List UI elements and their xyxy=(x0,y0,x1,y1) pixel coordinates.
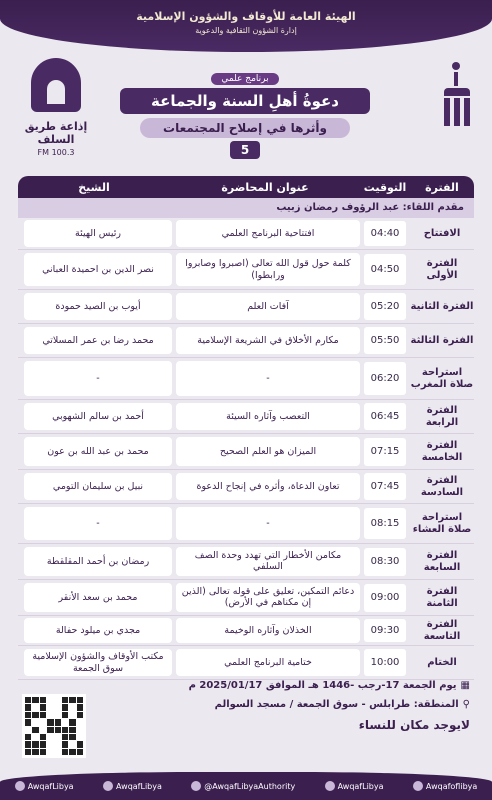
row-time: 10:00 xyxy=(364,649,406,675)
row-sheikh: رمضان بن أحمد المقلقطة xyxy=(24,547,172,576)
row-title: مكارم الأخلاق في الشريعة الإسلامية xyxy=(176,327,360,355)
table-row xyxy=(18,324,474,358)
row-sheikh: نصر الدين بن احميدة العباني xyxy=(24,253,172,286)
date-line xyxy=(100,680,470,691)
row-title: الميزان هو العلم الصحيح xyxy=(176,437,360,466)
location-pin-icon: ⚲ xyxy=(462,699,470,710)
social-icon xyxy=(325,781,335,791)
schedule-table xyxy=(18,176,474,680)
row-period: الفترة الثامنة xyxy=(426,585,458,609)
row-period: الفترة التاسعة xyxy=(423,618,461,642)
row-period: الفترة السادسة xyxy=(420,474,464,498)
table-row xyxy=(18,544,474,580)
row-time: 07:15 xyxy=(364,438,406,466)
social-link[interactable] xyxy=(413,781,477,791)
row-sheikh: محمد رضا بن عمر المسلاتي xyxy=(24,327,172,355)
table-row xyxy=(18,470,474,504)
row-time: 09:30 xyxy=(364,619,406,642)
program-badge: برنامج علمي xyxy=(211,73,278,85)
header xyxy=(0,0,492,52)
row-title: مكامن الأخطار التي تهدد وحدة الصف السلفي xyxy=(176,547,360,576)
awqaf-logo-icon xyxy=(440,62,474,128)
row-sheikh: أحمد بن سالم الشهوبي xyxy=(24,403,172,431)
row-sheikh: - xyxy=(24,507,172,540)
edition-number: 5 xyxy=(230,141,260,159)
table-row xyxy=(18,218,474,250)
row-title: دعائم التمكين، تعليق على قوله تعالى (الذين إن مكناهم في الأرض) xyxy=(176,583,360,612)
row-title: الخذلان وآثاره الوخيمة xyxy=(176,618,360,642)
social-icon xyxy=(191,781,201,791)
location-text: المنطقة: طرابلس - سوق الجمعة / مسجد السوالم xyxy=(214,699,459,710)
program-title-block xyxy=(120,66,370,159)
row-sheikh: مكتب الأوقاف والشؤون الإسلامية سوق الجمعة xyxy=(24,649,172,677)
row-period: استراحة صلاة العشاء xyxy=(412,511,472,535)
row-title: افتتاحية البرنامج العلمي xyxy=(176,220,360,246)
social-handle: Awqafoflibya xyxy=(425,781,478,791)
row-time: 07:45 xyxy=(364,473,406,499)
row-title: التعصب وآثاره السيئة xyxy=(176,403,360,431)
social-icon xyxy=(103,781,113,791)
row-time: 08:15 xyxy=(364,508,406,539)
row-period: الفترة الرابعة xyxy=(425,404,459,428)
program-title: دعوةُ أهلِ السنة والجماعة xyxy=(120,88,370,114)
row-period: الفترة الأولى xyxy=(426,257,458,281)
row-time: 08:30 xyxy=(364,548,406,576)
row-title: آفات العلم xyxy=(176,293,360,321)
row-time: 05:50 xyxy=(364,327,406,353)
table-row xyxy=(18,250,474,290)
row-sheikh: أيوب بن الصيد حمودة xyxy=(24,293,172,321)
row-sheikh: رئيس الهيئة xyxy=(24,220,172,246)
table-row xyxy=(18,504,474,544)
row-sheikh: محمد بن عبد الله بن عون xyxy=(24,437,172,466)
table-row xyxy=(18,400,474,434)
table-row xyxy=(18,616,474,646)
social-bar xyxy=(0,772,492,800)
row-period: استراحة صلاة المغرب xyxy=(410,366,474,390)
row-period: الفترة السابعة xyxy=(423,549,461,573)
row-sheikh: مجدي بن ميلود حفالة xyxy=(24,618,172,642)
table-row xyxy=(18,434,474,470)
header-sheikh: الشيخ xyxy=(78,180,110,194)
row-time: 05:20 xyxy=(364,293,406,319)
social-link[interactable] xyxy=(191,781,295,791)
dome-icon xyxy=(31,58,81,112)
row-period: الفترة الخامسة xyxy=(421,439,463,463)
row-period: الفترة الثالثة xyxy=(410,334,474,346)
row-period: الفترة الثانية xyxy=(410,300,474,312)
row-sheikh: محمد بن سعد الأنقر xyxy=(24,583,172,612)
social-handle: AwqafLibya xyxy=(337,781,384,791)
social-link[interactable] xyxy=(15,781,74,791)
table-row xyxy=(18,290,474,324)
social-handle: @AwqafLibyaAuthority xyxy=(204,781,296,791)
date-text: يوم الجمعة 17-رجب -1446 هـ الموافق 2025/01/17 م xyxy=(188,680,457,691)
row-title: تعاون الدعاة، وأثره في إنجاح الدعوة xyxy=(176,473,360,501)
social-icon xyxy=(15,781,25,791)
dept-name: إدارة الشؤون الثقافية والدعوية xyxy=(195,26,297,35)
header-time: التوقيت xyxy=(363,180,407,194)
header-period: الفترة xyxy=(425,180,459,194)
radio-name: إذاعة طريق السلف xyxy=(24,120,88,146)
social-link[interactable] xyxy=(103,781,162,791)
table-row xyxy=(18,646,474,680)
social-link[interactable] xyxy=(325,781,384,791)
row-time: 06:20 xyxy=(364,362,406,395)
header-title: عنوان المحاضرة xyxy=(221,180,309,194)
radio-freq: FM 100.3 xyxy=(37,148,75,157)
program-subtitle: وأثرها في إصلاح المجتمعات xyxy=(140,118,350,138)
row-time: 04:50 xyxy=(364,254,406,285)
row-sheikh: - xyxy=(24,361,172,395)
women-note: لايوجد مكان للنساء xyxy=(358,718,470,732)
qr-code[interactable] xyxy=(22,694,86,758)
row-period: الختام xyxy=(427,656,457,668)
social-handle: AwqafLibya xyxy=(27,781,74,791)
row-period: الافتتاح xyxy=(423,227,461,239)
table-header xyxy=(18,176,474,198)
location-line xyxy=(100,699,470,710)
table-row xyxy=(18,580,474,616)
footer-info xyxy=(100,680,470,732)
table-body xyxy=(18,218,474,680)
table-row xyxy=(18,358,474,400)
social-handle: AwqafLibya xyxy=(116,781,162,791)
row-time: 04:40 xyxy=(364,221,406,246)
row-time: 09:00 xyxy=(364,584,406,612)
calendar-icon: ▦ xyxy=(460,680,470,691)
radio-logo xyxy=(16,58,96,157)
org-name: الهيئة العامة للأوقاف والشؤون الإسلامية xyxy=(136,10,356,23)
row-time: 06:45 xyxy=(364,403,406,429)
row-title: كلمة حول قول الله تعالى (اصبروا وصابروا ورابطوا) xyxy=(176,253,360,286)
row-sheikh: نبيل بن سليمان التومي xyxy=(24,473,172,501)
row-title: - xyxy=(176,361,360,395)
row-title: - xyxy=(176,507,360,540)
social-icon xyxy=(413,781,423,791)
host-row: مقدم اللقاء: عبد الرؤوف رمضان زبيب xyxy=(18,198,474,218)
row-title: ختامية البرنامج العلمي xyxy=(176,649,360,677)
